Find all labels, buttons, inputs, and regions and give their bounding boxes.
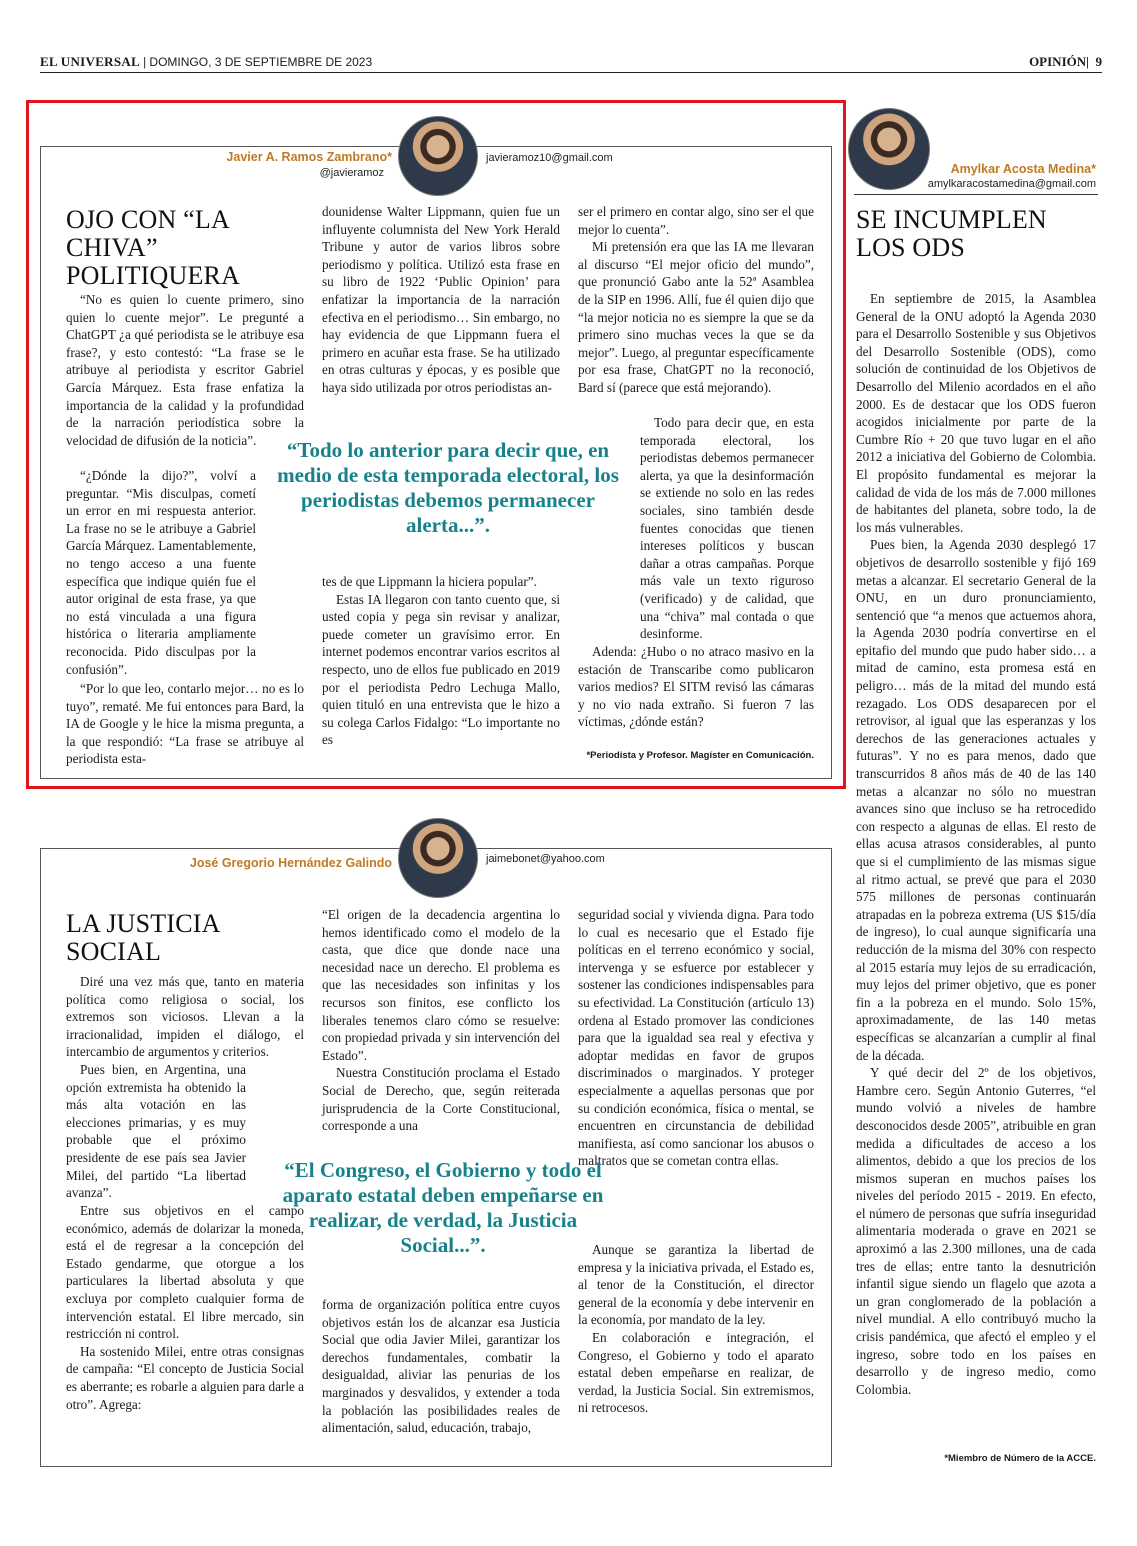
author-email-2[interactable]: jaimebonet@yahoo.com	[486, 853, 605, 865]
author-photo	[398, 116, 478, 196]
article-1-column-1-b: “¿Dónde la dijo?”, volví a preguntar. “Mis disculpas, cometí un error en mi respuesta anterior. La frase no se le atribuye a Gabriel García Márquez. Lamentablemente, no tengo acceso a una fuente específica que indique quién fue el autor original de esta frase, ya que no está vinculada a una figura histórica o literaria ampliamente reconocida. Pido disculpas por la confusión”.	[66, 468, 256, 677]
article-2-column-3: seguridad social y vivienda digna. Para todo lo cual es necesario que el Estado fije políticas en el terreno económico y social, intervenga y se esfuerce por establecer y sostener las condiciones indispensables para su efectividad. La Constitución (artículo 13) ordena al Estado promover las condiciones para que la igualdad sea real y efectiva y adoptar medidas en favor de grupos discriminados o marginados. Y proteger especialmente a aquellas personas que por su condición económica, física o mental, se encuentren en circunstancia de debilidad manifiesta, así como sancionar los abusos o maltratos que se cometan contra ellas.	[578, 907, 814, 1169]
article-2-column-2: “El origen de la decadencia argentina lo hemos identificado como el modelo de la casta, que dice que donde nace una necesidad nace un derecho. El problema es que las necesidades son infinitas y los recursos son finitos, ese conflicto los liberales tenemos claro cómo se resuelve: con propiedad privada y sin intervención del Estado”. Nuestra Constitución proclama el Estado Social de Derecho, que, según reiterada jurisprudencia de la Corte Constitucional, corresponde a una	[322, 907, 560, 1134]
author-email-3[interactable]: amylkaracostamedina@gmail.com	[927, 178, 1096, 190]
issue-date: DOMINGO, 3 DE SEPTIEMBRE DE 2023	[149, 55, 373, 69]
author-name-3: Amylkar Acosta Medina*	[950, 162, 1096, 176]
section-label: OPINIÓN| 9	[1029, 54, 1102, 69]
newspaper-name: EL UNIVERSAL	[40, 54, 141, 69]
page-header: EL UNIVERSAL | DOMINGO, 3 DE SEPTIEMBRE DE 2023 OPINIÓN| 9	[40, 54, 1102, 69]
article-1-column-1: “No es quien lo cuente primero, sino quien lo cuente mejor”. Le pregunté a ChatGPT ¿a qué periodista se le atribuye esa frase?, y esto contestó: “La frase se le atribuye al periodista y escritor Gabriel García Márquez. Esta frase enfatiza la importancia de la calidad y la profundidad de la narración periodística sobre la velocidad de difusión de la noticia”.	[66, 292, 304, 448]
article-1-column-3: ser el primero en contar algo, sino ser el que mejor lo cuenta”. Mi pretensión era que las IA me llevaran al discurso “El mejor oficio del mundo”, que pronunció Gabo ante la 52ª Asamblea de la SIP en 1996. Allí, fue él quien dijo que “la mejor noticia no es siempre la que se da primero sino muchas veces la que se da mejor”. Luego, al preguntar específicamente por esa frase, ChatGPT no la reconoció, Bard sí (parece que está mejorando).	[578, 204, 814, 395]
pull-quote-2: “El Congreso, el Gobierno y todo el aparato estatal deben empeñarse en realizar, de verdad, la Justicia Social...”.	[282, 1158, 604, 1257]
article-2-column-2-b: forma de organización política entre cuyos objetivos están los de alcanzar esa Justicia Social que odia Javier Milei, garantizar los derechos fundamentales, combatir la desigualdad, aliviar las penurias de los marginados y desvalidos, y extender a toda la población las posibilidades reales de alimentación, salud, educación, trabajo,	[322, 1297, 560, 1436]
article-title-3: SE INCUMPLEN LOS ODS	[856, 205, 1047, 262]
author-name: Javier A. Ramos Zambrano*	[226, 150, 392, 164]
article-title: OJO CON “LA CHIVA” POLITIQUERA	[66, 205, 241, 290]
article-1-column-1-c: “Por lo que leo, contarlo mejor… no es lo tuyo”, rematé. Me fui entonces para Bard, la IA de Google y le hice la misma pregunta, a la que respondió: “La frase se atribuye al periodista esta-	[66, 681, 304, 767]
article-1-column-3-b: Todo para decir que, en esta temporada electoral, los periodistas debemos permanecer alerta, ya que la desinformación se extiende no solo en las redes sociales, sino también desde fuentes conocidas que tienen intereses políticos y buscan dañar a otras campañas. Porque más vale un texto riguroso (verificado) y de calidad, que una “chiva” mal contada o que desinforme.	[640, 415, 814, 642]
author-footnote-3: *Miembro de Número de la ACCE.	[944, 1453, 1096, 1464]
article-2-column-3-b: Aunque se garantiza la libertad de empresa y la iniciativa privada, el Estado es, al tenor de la Constitución, el director general de la economía y debe intervenir en la economía, por mandato de la ley. En colaboración e integración, el Congreso, el Gobierno y todo el aparato estatal deben empeñarse en realizar, de verdad, la Justicia Social. Sin extremismos, ni retrocesos.	[578, 1242, 814, 1416]
article-title-2: LA JUSTICIA SOCIAL	[66, 909, 220, 966]
article-3-body: En septiembre de 2015, la Asamblea General de la ONU adoptó la Agenda 2030 para el Desarrollo Sostenible y sus Objetivos del Desarrollo Sostenible (ODS), como solución de continuidad de los Objetivos de Desarrollo del Milenio acordados en el año 2000. Es de destacar que los ODS fueron acogidos inicialmente por parte de la Cumbre Río + 20 que tuvo lugar en el año 2012 a iniciativa del Gobierno de Colombia. El propósito fundamental es mejorar la calidad de vida de los más de 7.000 millones de habitantes del planeta, sobre todo, la de los más vulnerables. Pues bien, la Agenda 2030 desplegó 17 objetivos de desarrollo sostenible y fijó 169 metas a alcanzar. El secretario General de la ONU, en un duro pronunciamiento, sentenció que “a menos que actuemos ahora, la Agenda 2030 podría convertirse en el epitafio del mundo que pudo haber sido… a mitad de camino, esta promesa está en peligro… más de la mitad del mundo está rezagado. Los ODS desaparecen por el retrovisor, al igual que las esperanzas y los derechos de las generaciones actuales y futuras”. Y no es para menos, dado que transcurridos 8 años más de 40 de las 140 metas a alcanzar no sólo no muestran avances sino que incluso se ha retrocedido con respecto a algunas de ellas. El resto de ellas acusa atrasos considerables, al punto que si el cumplimiento de las mismas sigue al ritmo actual, se prevé que para el 2030 575 millones de personas continuarán atrapadas en la pobreza extrema (US $15/día de ingreso), lo cual aunque significaría una reducción de la misma del 30% con respecto al 2015 estaría muy lejos de su erradicación, muy lejos del primer objetivo, que es poner fin a la pobreza en el mundo. Solo 15%, aproximadamente, de las 140 metas específicas se alcanzarían a cumplir al final de la década. Y qué decir del 2º de los objetivos, Hambre cero. Según Antonio Guterres, “el mundo volvió a niveles de hambre desconocidos desde 2005”, atribuible en gran medida a dificultades de acceso a los alimentos, debido a que los precios de los mismos superan en muchos países los niveles del período 2015 - 2019. En efecto, el número de personas que sufría inseguridad alimentaria moderada o grave en 2021 se aproximó a las 2.300 millones, una de cada tres de ellas; entre tanto la desnutrición infantil sigue siendo un flagelo que azota a un gran conglomerado de la población a nivel mundial. A ello contribuyó mucho la crisis pandémica, que afectó el empleo y el ingreso, sobre todo en los países en desarrollo y de ingreso medio, como Colombia.	[856, 291, 1096, 1397]
article-1-column-3-c: Adenda: ¿Hubo o no atraco masivo en la estación de Transcaribe como publicaron varios medios? El SITM revisó las cámaras y no vio nada extraño. Si fueron 7 las víctimas, ¿dónde están?	[578, 644, 814, 730]
article-2-column-1-b: Entre sus objetivos en el campo económico, además de dolarizar la moneda, está el de regresar a la concepción del Estado gendarme, que otorgue a los particulares la libertad absoluta y que excluya por completo cualquier forma de intervención estatal. El libre mercado, sin restricción ni control. Ha sostenido Milei, entre otras consignas de campaña: “El concepto de Justicia Social es aberrante; es robarle a alguien para darle a otro”. Agrega:	[66, 1203, 304, 1412]
author-footnote: *Periodista y Profesor. Magíster en Comunicación.	[586, 750, 814, 761]
author-email[interactable]: javieramoz10@gmail.com	[486, 152, 613, 164]
pull-quote: “Todo lo anterior para decir que, en medio de esta temporada electoral, los periodistas debemos permanecer alerta...”.	[277, 438, 619, 537]
author-name-2: José Gregorio Hernández Galindo	[189, 856, 392, 870]
page-number: 9	[1095, 54, 1102, 69]
author-handle: @javieramoz	[319, 167, 384, 179]
author-photo-2	[398, 818, 478, 898]
article-2-column-1: Diré una vez más que, tanto en materia política como religiosa o social, los extremos son viciosos. Llevan a la irracionalidad, impiden el diálogo, el intercambio de argumentos y criterios. Pues bien, en Argentina, una opción extremista ha obtenido la más alta votación en las elecciones primarias, y es muy probable que el próximo presidente de ese país sea Javier Milei, del partido “La libertad avanza”.	[66, 974, 304, 1201]
article-1-column-2-b: tes de que Lippmann la hiciera popular”. Estas IA llegaron con tanto cuento que, si usted copia y pega sin revisar y analizar, puede cometer un gravísimo error. En internet podemos encontrar varios escritos al respecto, uno de ellos fue publicado en 2019 por el periodista Pedro Lechuga Mallo, quien tituló en una entrevista que le hizo a su colega Carlos Fidalgo: “Lo importante no es	[322, 574, 560, 748]
header-rule	[40, 72, 1102, 73]
article-1-column-2: dounidense Walter Lippmann, quien fue un influyente columnista del New York Herald Tribune y autor de varios libros sobre periodismo y política. Utilizó esta frase en su libro de 1922 ‘Public Opinion’ para enfatizar la importancia de la narración efectiva en el periodismo… Sin embargo, no hay evidencia de que Lippmann fuera el primero en acuñar esta frase. Se ha utilizado en otras culturas y épocas, y es posible que haya sido utilizada por otros periodistas an-	[322, 204, 560, 395]
column-rule	[854, 194, 1098, 195]
